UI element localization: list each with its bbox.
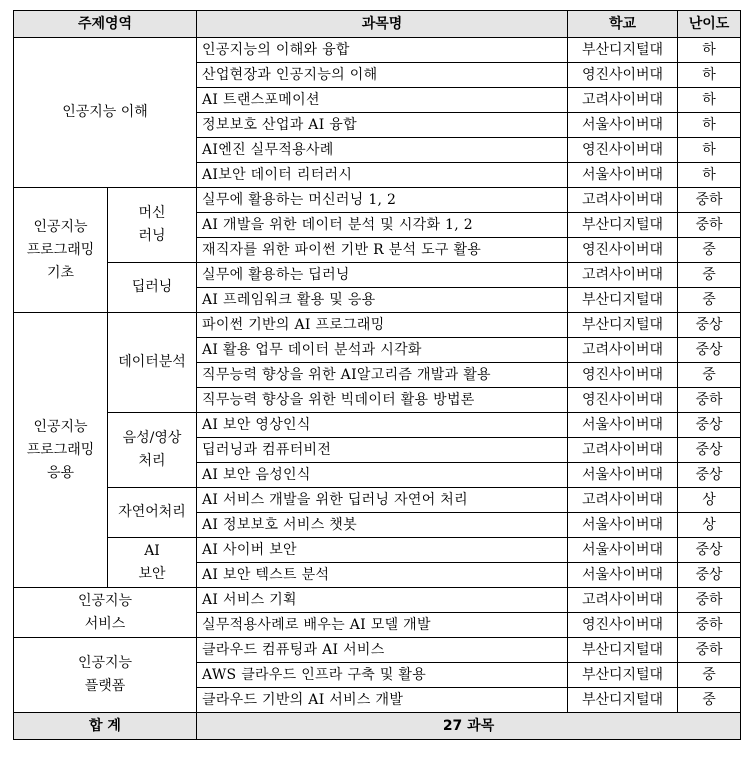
course-cell: AI엔진 실무적용사례 [197,138,568,163]
course-cell: 실무에 활용하는 머신러닝 1, 2 [197,188,568,213]
level-cell: 중상 [678,463,741,488]
level-cell: 중상 [678,563,741,588]
table-row [14,538,741,563]
level-cell: 중상 [678,538,741,563]
level-cell: 하 [678,113,741,138]
subarea-cell [108,413,197,488]
table-row [14,488,741,513]
area-cell [14,188,108,313]
total-label: 합 계 [14,713,197,740]
school-cell: 고려사이버대 [568,263,678,288]
course-cell: 직무능력 향상을 위한 빅데이터 활용 방법론 [197,388,568,413]
course-cell: AI 사이버 보안 [197,538,568,563]
area-label: 인공지능 프로그래밍 기초 [26,218,95,281]
school-cell: 부산디지털대 [568,38,678,63]
course-cell: 딥러닝과 컴퓨터비전 [197,438,568,463]
course-cell: 실무적용사례로 배우는 AI 모델 개발 [197,613,568,638]
table-row [14,413,741,438]
subarea-label: 자연어처리 [118,504,186,520]
course-cell: AI 보안 영상인식 [197,413,568,438]
course-table [13,10,741,740]
level-cell: 중하 [678,638,741,663]
header-row [14,11,741,38]
table-row [14,263,741,288]
course-cell: AI 보안 텍스트 분석 [197,563,568,588]
course-cell: AI 서비스 개발을 위한 딥러닝 자연어 처리 [197,488,568,513]
school-cell: 서울사이버대 [568,538,678,563]
school-cell: 영진사이버대 [568,138,678,163]
school-cell: 영진사이버대 [568,363,678,388]
level-cell: 하 [678,38,741,63]
school-cell: 부산디지털대 [568,688,678,713]
level-cell: 상 [678,513,741,538]
school-cell: 고려사이버대 [568,488,678,513]
course-cell: 정보보호 산업과 AI 융합 [197,113,568,138]
course-cell: AI 정보보호 서비스 챗봇 [197,513,568,538]
school-cell: 부산디지털대 [568,288,678,313]
level-cell: 중 [678,288,741,313]
course-cell: 클라우드 기반의 AI 서비스 개발 [197,688,568,713]
level-cell: 중상 [678,413,741,438]
level-cell: 중 [678,238,741,263]
school-cell: 영진사이버대 [568,388,678,413]
table-row [14,38,741,63]
school-cell: 영진사이버대 [568,238,678,263]
course-cell: AI 서비스 기획 [197,588,568,613]
table-row [14,188,741,213]
area-cell [14,638,197,713]
course-cell: AI 프레임워크 활용 및 응용 [197,288,568,313]
school-cell: 고려사이버대 [568,438,678,463]
level-cell: 중하 [678,613,741,638]
course-cell: AI 개발을 위한 데이터 분석 및 시각화 1, 2 [197,213,568,238]
subarea-cell [108,488,197,538]
subarea-cell [108,313,197,413]
area-label: 인공지능 프로그래밍 응용 [26,418,95,481]
subarea-label: 음성/영상 처리 [122,430,182,469]
subarea-label: 데이터분석 [118,354,186,370]
course-cell: 클라우드 컴퓨팅과 AI 서비스 [197,638,568,663]
level-cell: 중상 [678,338,741,363]
school-cell: 고려사이버대 [568,188,678,213]
header-level: 난이도 [678,11,741,38]
table-row [14,638,741,663]
total-row [14,713,741,740]
subarea-label: 딥러닝 [131,279,173,295]
level-cell: 하 [678,63,741,88]
area-label: 인공지능 서비스 [77,592,133,632]
subarea-label: AI 보안 [138,542,166,582]
school-cell: 부산디지털대 [568,213,678,238]
school-cell: 서울사이버대 [568,413,678,438]
level-cell: 중하 [678,188,741,213]
subarea-cell [108,188,197,263]
level-cell: 중하 [678,388,741,413]
school-cell: 서울사이버대 [568,513,678,538]
area-label: 인공지능 플랫폼 [77,655,133,694]
course-cell: 인공지능의 이해와 융합 [197,38,568,63]
level-cell: 중 [678,688,741,713]
area-cell [14,313,108,588]
course-cell: 재직자를 위한 파이썬 기반 R 분석 도구 활용 [197,238,568,263]
header-area: 주제영역 [14,11,197,38]
school-cell: 서울사이버대 [568,463,678,488]
school-cell: 서울사이버대 [568,113,678,138]
level-cell: 상 [678,488,741,513]
school-cell: 부산디지털대 [568,663,678,688]
level-cell: 중상 [678,313,741,338]
table-row [14,588,741,613]
course-table-container [13,10,740,740]
course-cell: 파이썬 기반의 AI 프로그래밍 [197,313,568,338]
level-cell: 중 [678,663,741,688]
school-cell: 부산디지털대 [568,313,678,338]
course-cell: 산업현장과 인공지능의 이해 [197,63,568,88]
course-cell: 실무에 활용하는 딥러닝 [197,263,568,288]
course-cell: AI보안 데이터 리터러시 [197,163,568,188]
school-cell: 서울사이버대 [568,563,678,588]
subarea-cell [108,263,197,313]
course-cell: AI 트랜스포메이션 [197,88,568,113]
level-cell: 중 [678,263,741,288]
school-cell: 영진사이버대 [568,613,678,638]
course-cell: AWS 클라우드 인프라 구축 및 활용 [197,663,568,688]
level-cell: 중상 [678,438,741,463]
area-cell [14,588,197,638]
subarea-label: 머신 러닝 [138,205,166,244]
table-row [14,313,741,338]
total-value: 27 과목 [197,713,741,740]
level-cell: 하 [678,163,741,188]
course-cell: 직무능력 향상을 위한 AI알고리즘 개발과 활용 [197,363,568,388]
subarea-cell [108,538,197,588]
school-cell: 고려사이버대 [568,338,678,363]
level-cell: 중하 [678,588,741,613]
level-cell: 하 [678,138,741,163]
level-cell: 중 [678,363,741,388]
header-course: 과목명 [197,11,568,38]
school-cell: 영진사이버대 [568,63,678,88]
course-cell: AI 보안 음성인식 [197,463,568,488]
course-cell: AI 활용 업무 데이터 분석과 시각화 [197,338,568,363]
header-school: 학교 [568,11,678,38]
level-cell: 중하 [678,213,741,238]
school-cell: 부산디지털대 [568,638,678,663]
school-cell: 고려사이버대 [568,588,678,613]
level-cell: 하 [678,88,741,113]
area-cell: 인공지능 이해 [14,38,197,188]
school-cell: 서울사이버대 [568,163,678,188]
school-cell: 고려사이버대 [568,88,678,113]
